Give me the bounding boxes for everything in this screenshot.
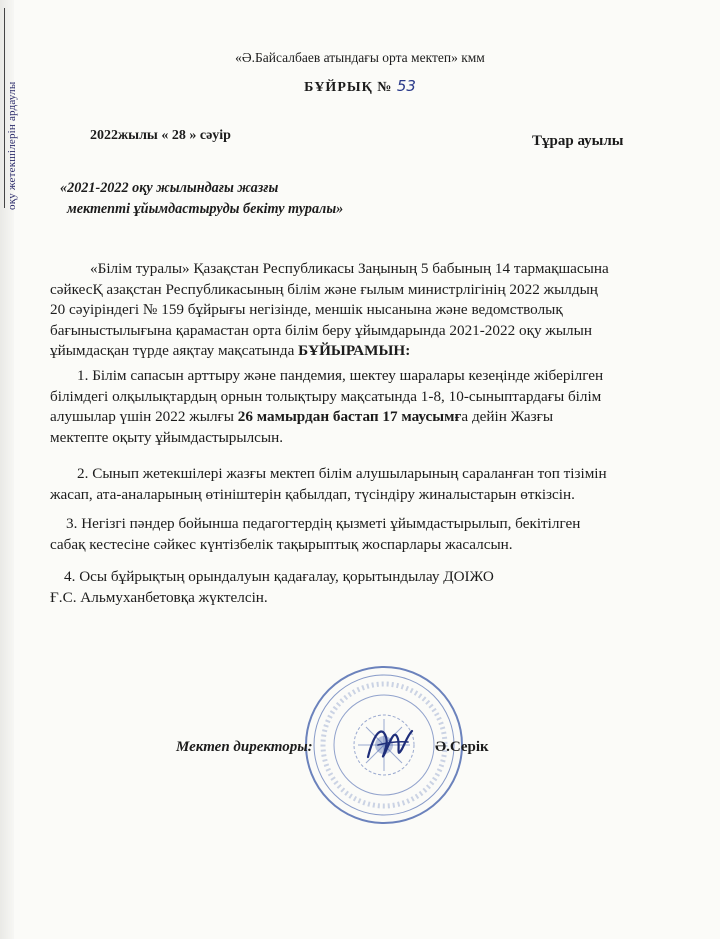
- preamble-paragraph: [50, 259, 670, 362]
- order-label: БҰЙРЫҚ №: [304, 80, 393, 95]
- order-item-3: 3. Негізгі пәндер бойынша педагогтердің қызметі ұйымдастырылып, бекітілген сабақ кестесіне сәйкес күнтізбелік тақырыптық жоспарлары жасалсын.: [50, 515, 581, 553]
- order-item-2: 2. Сынып жетекшілері жазғы мектеп білім алушыларының сараланған топ тізімін жасап, ата-аналарының өтініштерін қабылдап, түсіндіру жиналыстарын өткізсін.: [50, 465, 607, 503]
- preamble-line: сәйкесҚ азақстан Республикасының білім және ғылым министрлігінің 2022 жылдың: [50, 280, 598, 298]
- preamble-line: 20 сәуіріндегі № 159 бұйрығы негізінде, меншік нысанына және ведомстволық: [50, 301, 563, 318]
- order-place: Тұрар ауылы: [532, 133, 624, 149]
- preamble-line: «Білім туралы» Қазақстан Республикасы Заңының 5 бабының 14 тармақшасына: [90, 260, 609, 277]
- subject-line-1: «2021-2022 оқу жылындағы жазғы: [60, 180, 279, 196]
- summer-school-dates: 26 мамырдан бастап 17 маусымғ: [237, 408, 462, 425]
- margin-handwritten-note: оқу жетекшілерін ардаулы: [6, 81, 18, 210]
- order-title: [0, 77, 720, 96]
- order-date: 2022жылы « 28 » сәуір: [90, 128, 231, 143]
- preamble-line: ұйымдасқан түрде аяқтау мақсатында БҰЙЫРАМЫН:: [50, 342, 411, 359]
- preamble-line: бағыныстылығына қарамастан орта білім беру ұйымдарында 2021-2022 оқу жылын: [50, 321, 592, 339]
- director-name: Ә.Серік: [435, 739, 489, 755]
- margin-line: [4, 8, 5, 208]
- order-subject: [60, 178, 480, 220]
- signer-position: Мектеп директоры:: [176, 739, 313, 755]
- order-item-4: 4. Осы бұйрықтың орындалуын қадағалау, қорытындылау ДОІЖО Ғ.С. Альмуханбетовқа жүктелсін.: [50, 568, 494, 606]
- order-number: 53: [396, 77, 416, 95]
- school-name: «Ә.Байсалбаев атындағы орта мектеп» кмм: [235, 50, 485, 65]
- director-signature: [360, 715, 420, 775]
- directive-word: БҰЙЫРАМЫН:: [298, 342, 411, 359]
- subject-line-2: мектепті ұйымдастыруды бекіту туралы»: [67, 201, 344, 217]
- order-item-1: 1. Білім сапасын арттыру және пандемия, шектеу шаралары кезеңінде жіберілген білімдегі олқылықтардың орнын толықтыру мақсатында 1-8, 10-сыныптардағы білім алушылар үшін 2022 жылғы 26 мамырдан бастап 17 маусымға дейін Жазғы мектепте оқыту ұйымдастырылсын.: [50, 367, 604, 446]
